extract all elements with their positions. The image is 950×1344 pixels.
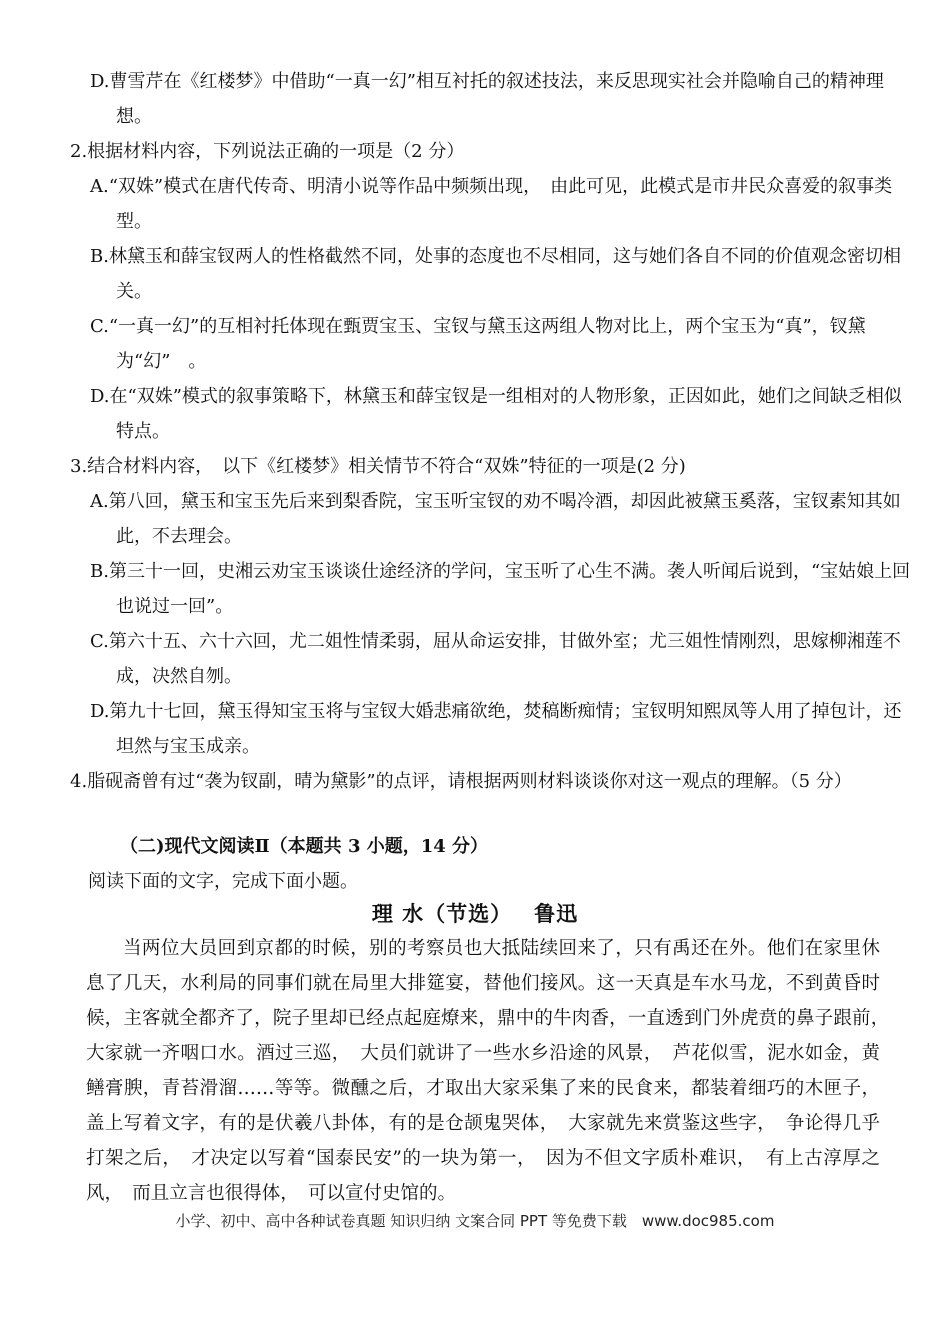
q3-option-c: C.第六十五、六十六回，尤二姐性情柔弱，屈从命运安排，甘做外室；尤三姐性情刚烈，思嫁柳湘莲不成，决然自刎。 [90,631,901,687]
q4-stem: 4.脂砚斋曾有过“袭为钗副，晴为黛影”的点评，请根据两则材料谈谈你对这一观点的理解。（5 分） [70,771,852,792]
q3-option-b: B.第三十一回，史湘云劝宝玉谈谈仕途经济的学问，宝玉听了心生不满。袭人听闻后说到，“宝姑娘上回也说过一回”。 [90,561,911,617]
article-title-line [0,896,950,931]
q3-option-d: D.第九十七回，黛玉得知宝玉将与宝钗大婚悲痛欲绝，焚稿断痴情；宝钗明知熙凤等人用了掉包计，还坦然与宝玉成亲。 [90,701,902,757]
q2-option-c: C.“一真一幻”的互相衬托体现在甄贾宝玉、宝钗与黛玉这两组人物对比上，两个宝玉为“真”，钗黛为“幻” 。 [90,316,866,372]
article-author: 鲁迅 [534,901,579,926]
q2-option-a: A.“双姝”模式在唐代传奇、明清小说等作品中频频出现， 由此可见，此模式是市井民众喜爱的叙事类型。 [90,176,893,232]
q1-option-d: D.曹雪芹在《红楼梦》中借助“一真一幻”相互衬托的叙述技法，来反思现实社会并隐喻自己的精神理想。 [90,71,884,127]
q2-option-b: B.林黛玉和薛宝钗两人的性格截然不同，处事的态度也不尽相同，这与她们各自不同的价值观念密切相关。 [90,246,901,302]
q3-option-a: A.第八回，黛玉和宝玉先后来到梨香院，宝玉听宝钗的劝不喝冷酒，却因此被黛玉奚落，宝钗素知其如此，不去理会。 [90,491,901,547]
q3-stem: 3.结合材料内容， 以下《红楼梦》相关情节不符合“双姝”特征的一项是(2 分) [70,456,686,477]
q2-stem: 2.根据材料内容，下列说法正确的一项是（2 分） [70,141,465,162]
article-paragraph: 当两位大员回到京都的时候，别的考察员也大抵陆续回来了，只有禹还在外。他们在家里休息了几天，水利局的同事们就在局里大排筵宴，替他们接风。这一天真是车水马龙，不到黄昏时候，主客就全都齐了，院子里却已经点起庭燎来，鼎中的牛肉香，一直透到门外虎贲的鼻子跟前， 大家就一齐咽口水。酒过三巡， 大员们就讲了一些水乡沿途的风景， 芦花似雪，泥水如金，黄鳝膏腴，青苔滑溜……等等。微醺之后，才取出大家采集了来的民食来，都装着细巧的木匣子，盖上写着文字，有的是伏羲八卦体，有的是仓颉鬼哭体， 大家就先来赏鉴这些字， 争论得几乎打架之后， 才决定以写着“国泰民安”的一块为第一， 因为不但文字质朴难识， 有上古淳厚之风， 而且立言也很得体， 可以宣付史馆的。 [86,938,899,1204]
page-footer: 小学、初中、高中各种试卷真题 知识归纳 文案合同 PPT 等免费下载 www.doc985.com [175,1212,775,1230]
q2-option-d: D.在“双姝”模式的叙事策略下，林黛玉和薛宝钗是一组相对的人物形象，正因如此，她们之间缺乏相似特点。 [90,386,902,442]
reading-instruction: 阅读下面的文字，完成下面小题。 [88,871,358,892]
article-title: 理 水（节选） [371,901,513,926]
section-heading: （二)现代文阅读Ⅱ（本题共 3 小题，14 分） [120,836,489,857]
